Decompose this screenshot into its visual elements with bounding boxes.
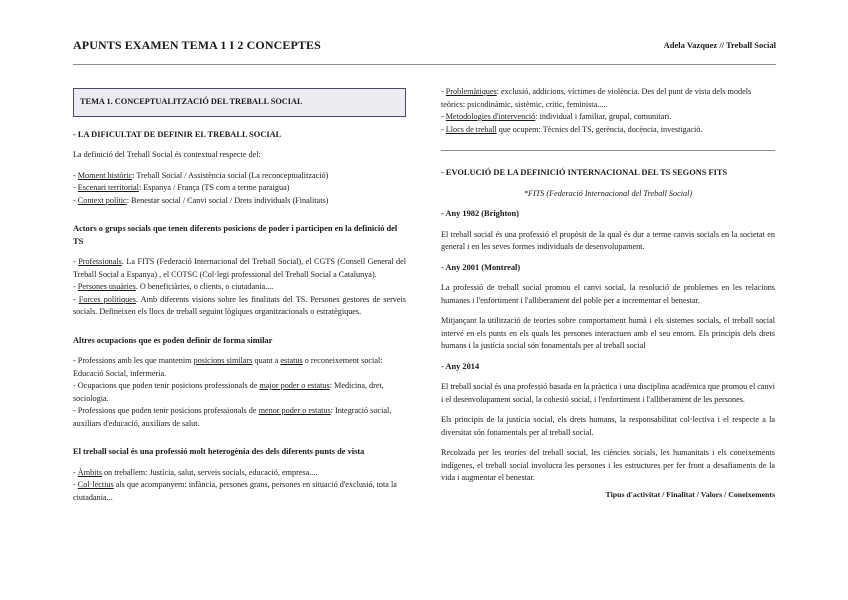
left-column (73, 88, 406, 504)
definition-dimensions-note: Tipus d'activitat / Finalitat / Valors / Coneixements (605, 489, 775, 499)
section-intro: La definició del Treball Social és contextual respecte del: (73, 150, 261, 159)
heading-1982: - Any 1982 (Brighton) (441, 209, 519, 218)
list-item: - Professions amb les que mantenim posicions similars quant a estatus o reconeixement social: Educació Social, infermeria. (73, 356, 383, 378)
paragraph-2014-a: El treball social és una professió basada en la pràctica i una disciplina acadèmica que promou el canvi i el desenvolupament social, la cohesió social, i l'enfortiment i l'alliberament de les persones. (441, 382, 775, 404)
list-item: - Forces polítiques. Amb diferents visions sobre les finalitats del TS. Persones gestores de serveis socials. Defineixen els llocs de treball seguint lògiques organitzacionals o estratègiques. (73, 294, 406, 316)
section-heading-ocupacions: Altres ocupacions que es poden definir de forma similar (73, 335, 273, 345)
list-item: - Persones usuàries. O beneficiàries, o clients, o ciutadania.... (73, 282, 274, 291)
paragraph-2001-b: Mitjançant la utilització de teories sobre comportament humà i els sistemes socials, el treball social intervé en els punts en els quals les persones interactuen amb el seu entorn. Els principis dels drets humans i la justícia social són fonamentals per al treball social (441, 316, 775, 350)
paragraph-2014-c: Recolzada per les teories del treball social, les ciències socials, les humanitats i els coneixements indígenes, el treball social involucra les persones i les estructures per fer front a desafiaments de la vida i augmentar el benestar. (441, 448, 775, 482)
section-heading-dificultat: - LA DIFICULTAT DE DEFINIR EL TREBALL SOCIAL (73, 129, 282, 139)
list-item: - Moment històric: Treball Social / Assistència social (La reconceptualització) (73, 170, 329, 180)
paragraph-1982: El treball social és una professió el propòsit de la qual és dur a terme canvis socials en la societat en general i en les seves formes individuals de desenvolupament. (441, 229, 775, 251)
list-item: - Llocs de treball que ocupem: Tècnics del TS, gerència, docència, investigació. (441, 124, 703, 134)
heading-2014: - Any 2014 (441, 361, 480, 371)
list-item: - Professions que poden tenir posicions professionals de menor poder o estatus: Integració social, auxiliars d'educació, auxiliars de salut. (73, 406, 392, 428)
paragraph-2001-a: La professió de treball social promou el canvi social, la resolució de problemes en les relacions humanes i l'enfortiment i l'alliberament del poble per a incrementar el benestar. (441, 283, 775, 305)
list-item: - Context polític: Benestar social / Canvi social / Drets individuals (Finalitats) (73, 195, 329, 205)
tema-title-box: TEMA 1. CONCEPTUALITZACIÓ DEL TREBALL SOCIAL (73, 88, 406, 117)
header-divider (73, 64, 776, 65)
list-item: - Àmbits on treballem: Justícia, salut, serveis socials, educació, empresa.... (73, 467, 318, 477)
list-item: - Professionals. La FITS (Federació Internacional del Treball Social), el CGTS (Consell General del Treball Social a Espanya) , el COTSC (Col·legi professional del Treball Social a Catalunya). (73, 257, 406, 279)
section-heading-actors: Actors o grups socials que tenen diferents posicions de poder i participen en la definició del TS (73, 224, 398, 246)
context-list (73, 170, 406, 208)
section-heading-evolucio: - EVOLUCIÓ DE LA DEFINICIÓ INTERNACIONAL DEL TS SEGONS FITS (441, 168, 728, 177)
fits-note: *FITS (Federació Internacional del Treball Social) (523, 188, 693, 198)
document-title: APUNTS EXAMEN TEMA 1 I 2 CONCEPTES (73, 38, 321, 52)
list-item: - Metodologies d'intervenció: individual i familiar, grupal, comunitari. (441, 112, 672, 121)
list-item: - Problemàtiques: exclusió, addicions, víctimes de violència. Des del punt de vista dels models teòrics: psicodinàmic, sistèmic, crític, feminista..... (441, 87, 752, 109)
paragraph-2014-b: Els principis de la justícia social, els drets humans, la responsabilitat col·lectiva i el respecte a la diversitat són fonamentals per al treball social. (441, 415, 775, 437)
section-heading-heterogenia: El treball social és una professió molt heterogènia des dels diferents punts de vista (73, 447, 365, 456)
right-column (441, 86, 775, 501)
author-label: Adela Vazquez // Treball Social (663, 40, 776, 50)
list-item: - Escenari territorial: Espanya / França (TS com a terme paraigua) (73, 183, 290, 192)
heading-2001: - Any 2001 (Montreal) (441, 262, 521, 272)
list-item: - Ocupacions que poden tenir posicions professionals de major poder o estatus: Medicina, dret, sociologia. (73, 381, 384, 403)
list-item: - Col·lectius als que acompanyem: infància, persones grans, persones en situació d'exclusió, tota la ciutadania... (73, 480, 397, 502)
section-divider (441, 150, 775, 151)
